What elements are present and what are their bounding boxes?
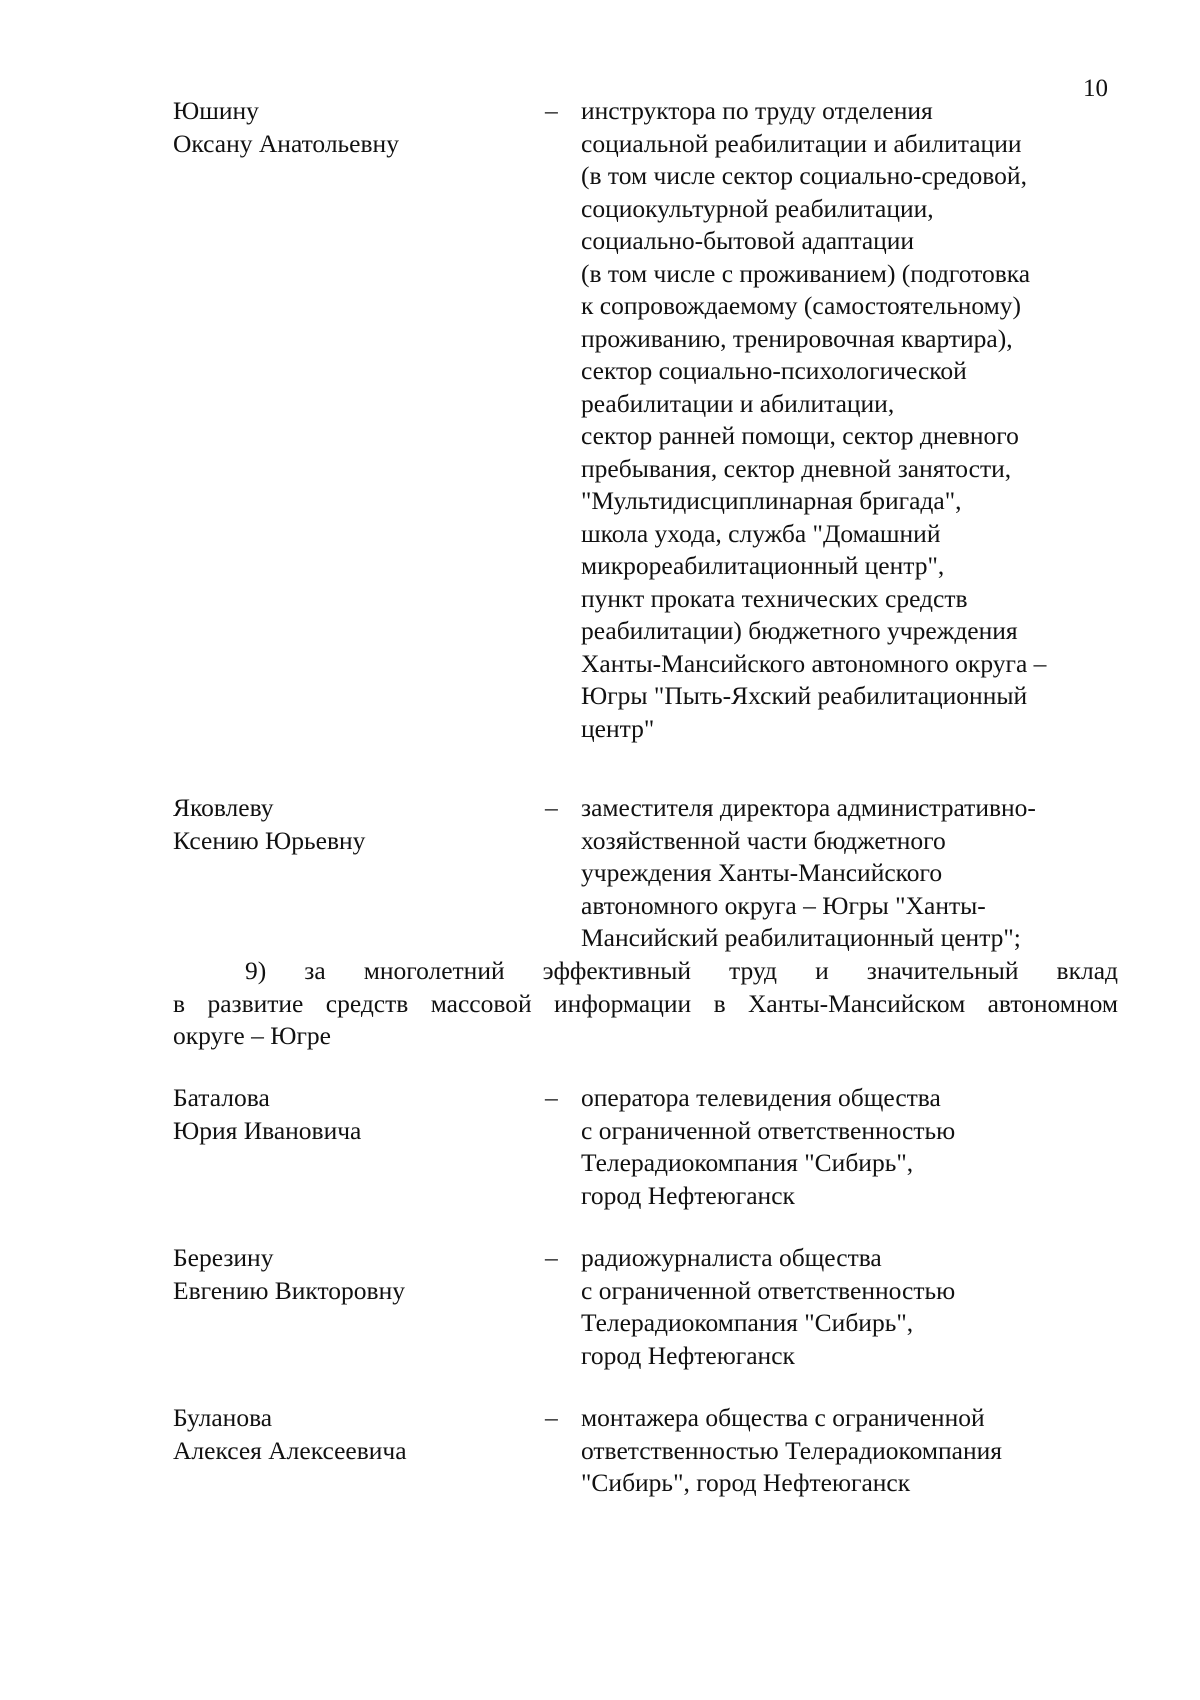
- position-description: [581, 95, 1121, 745]
- desc-line: проживанию, тренировочная квартира),: [581, 323, 1013, 353]
- desc-line: реабилитации и абилитации,: [581, 388, 895, 418]
- paragraph-line: округе – Югре: [173, 1021, 331, 1050]
- section-paragraph-9: [173, 955, 1118, 1053]
- desc-line: учреждения Ханты-Мансийского: [581, 858, 943, 887]
- given-names: Евгению Викторовну: [173, 1275, 405, 1305]
- given-names: Алексея Алексеевича: [173, 1435, 407, 1465]
- desc-line: оператора телевидения общества: [581, 1083, 941, 1112]
- surname: Баталова: [173, 1083, 270, 1112]
- desc-line: реабилитации) бюджетного учреждения: [581, 616, 1018, 645]
- desc-line: радиожурналиста общества: [581, 1243, 882, 1272]
- person-name: [173, 1402, 513, 1467]
- surname: Яковлеву: [173, 793, 274, 822]
- dash-separator: –: [545, 1083, 558, 1112]
- desc-line: монтажера общества с ограниченной: [581, 1403, 985, 1432]
- desc-line: автономного округа – Югры "Ханты-: [581, 890, 986, 920]
- desc-line: школа ухода, служба "Домашний: [581, 518, 941, 548]
- desc-line: центр": [581, 713, 655, 743]
- desc-line: Югры "Пыть-Яхский реабилитационный: [581, 681, 1028, 710]
- desc-line: "Мультидисциплинарная бригада",: [581, 486, 962, 515]
- paragraph-line: в развитие средств массовой информации в Ханты-Мансийском автономном: [173, 988, 1118, 1018]
- desc-line: город Нефтеюганск: [581, 1180, 795, 1210]
- desc-line: Ханты-Мансийского автономного округа –: [581, 648, 1047, 678]
- desc-line: микрореабилитационный центр",: [581, 551, 945, 580]
- desc-line: сектор социально-психологической: [581, 356, 967, 385]
- desc-line: хозяйственной части бюджетного: [581, 825, 946, 855]
- given-names: Ксению Юрьевну: [173, 825, 366, 855]
- person-name: [173, 1082, 513, 1147]
- position-description: [581, 792, 1121, 955]
- desc-line: пункт проката технических средств: [581, 583, 968, 613]
- desc-line: сектор ранней помощи, сектор дневного: [581, 421, 1019, 450]
- paragraph-line: 9) за многолетний эффективный труд и значительный вклад: [245, 956, 1118, 985]
- surname: Березину: [173, 1243, 274, 1272]
- person-name: [173, 95, 513, 160]
- surname: Буланова: [173, 1403, 273, 1432]
- dash-separator: –: [545, 96, 558, 125]
- desc-line: социокультурной реабилитации,: [581, 193, 934, 223]
- desc-line: ответственностью Телерадиокомпания: [581, 1435, 1002, 1465]
- desc-line: инструктора по труду отделения: [581, 96, 933, 125]
- dash-separator: –: [545, 1243, 558, 1272]
- desc-line: с ограниченной ответственностью: [581, 1275, 956, 1305]
- desc-line: заместителя директора административно-: [581, 793, 1036, 822]
- desc-line: к сопровождаемому (самостоятельному): [581, 291, 1022, 320]
- person-name: [173, 1242, 513, 1307]
- given-names: Оксану Анатольевну: [173, 128, 399, 158]
- desc-line: (в том числе с проживанием) (подготовка: [581, 258, 1031, 288]
- dash-separator: –: [545, 793, 558, 822]
- desc-line: Мансийский реабилитационный центр";: [581, 923, 1021, 952]
- desc-line: Телерадиокомпания "Сибирь",: [581, 1148, 914, 1177]
- position-description: [581, 1402, 1121, 1500]
- surname: Юшину: [173, 96, 259, 125]
- desc-line: с ограниченной ответственностью: [581, 1115, 956, 1145]
- desc-line: Телерадиокомпания "Сибирь",: [581, 1308, 914, 1337]
- person-name: [173, 792, 513, 857]
- desc-line: социально-бытовой адаптации: [581, 226, 915, 255]
- dash-separator: –: [545, 1403, 558, 1432]
- desc-line: социальной реабилитации и абилитации: [581, 128, 1022, 158]
- position-description: [581, 1082, 1121, 1212]
- desc-line: город Нефтеюганск: [581, 1340, 795, 1370]
- given-names: Юрия Ивановича: [173, 1115, 362, 1145]
- desc-line: (в том числе сектор социально-средовой,: [581, 161, 1027, 190]
- desc-line: "Сибирь", город Нефтеюганск: [581, 1468, 911, 1497]
- page-number: 10: [1083, 75, 1108, 102]
- desc-line: пребывания, сектор дневной занятости,: [581, 453, 1012, 483]
- position-description: [581, 1242, 1121, 1372]
